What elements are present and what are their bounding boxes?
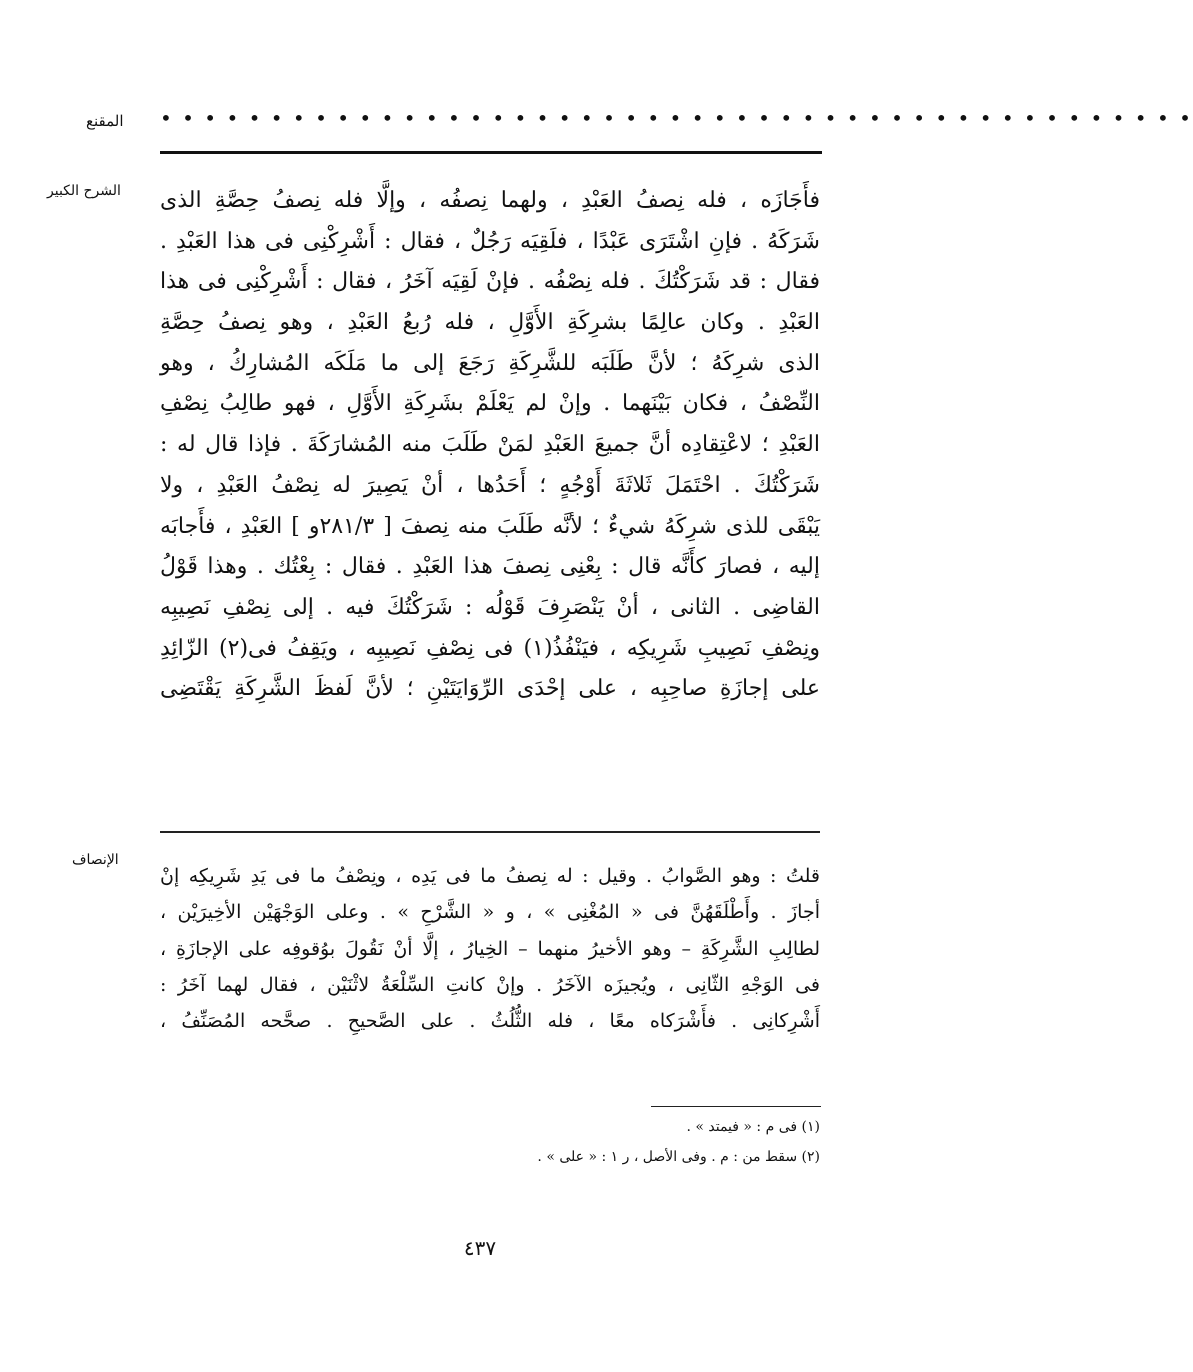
section-label-insaf: الإنصاف: [72, 852, 119, 868]
book-title: المقنع: [86, 112, 124, 130]
insaf-text-line: أَشْرِكانِى . فأَشْرَكاه معًا ، فله الثُّلُثُ . على الصَّحيحِ . صحَّحه المُصَنِّفُ ،: [160, 1010, 820, 1033]
main-text-line: القاضِى . الثانى ، أنْ يَنْصَرِفَ قَوْلُه : شَرَكْتُكَ فيه . إلى نِصْفِ نَصِيبِه: [160, 594, 820, 620]
main-text-line: العَبْدِ ؛ لاعْتِقادِه أنَّ جميعَ العَبْدِ لمَنْ طَلَبَ منه المُشارَكَةَ . فإذا قال له :: [160, 432, 820, 458]
main-text-line: على إجازَةِ صاحِبِه ، على إحْدَى الرِّوَايَتَيْنِ ؛ لأنَّ لَفظَ الشَّرِكَةِ يَقْتَضِى: [160, 676, 820, 702]
insaf-text-line: لطالِبِ الشَّرِكَةِ – وهو الأخيرُ منهما – الخِيارُ ، إلَّا أنْ نَقُولَ بوُقوفِه على الإجازَةِ ،: [160, 937, 820, 960]
footnote-1: (١) فى م : « فيمتد » .: [686, 1119, 820, 1135]
insaf-text-line: قلتُ : وهو الصَّوابُ . وقيل : له نِصفُ ما فى يَدِه ، ونِصْفُ ما فى يَدِ شَرِيكِه إنْ: [160, 865, 820, 887]
section-divider: [160, 831, 820, 833]
main-text-block: [160, 181, 820, 710]
section-label-main: الشرح الكبير: [47, 183, 121, 199]
main-text-line: شَرَكَهُ . فإنِ اشْتَرَى عَبْدًا ، فلَقِيَه رَجُلٌ ، فقال : أَشْرِكْنِى فى هذا العَبْدِ .: [160, 228, 820, 254]
page-number: ٤٣٧: [463, 1236, 497, 1260]
main-text-line: النِّصْفُ ، فكان بَيْنَهما . وإنْ لم يَعْلَمْ بشَرِكَةِ الأَوَّلِ ، فهو طالِبُ نِصْفِ: [160, 391, 820, 417]
header-dotted-line: • • • • • • • • • • • • • • • • • • • • • • • • • • • • • • • • • • • • • • • • • • • • • • •: [160, 106, 1193, 130]
insaf-text-block: [160, 858, 820, 1039]
footnotes: [400, 1112, 820, 1172]
main-text-line: العَبْدِ . وكان عالِمًا بشرِكَةِ الأَوَّلِ ، فله رُبعُ العَبْدِ ، وهو نِصفُ حِصَّةِ: [160, 310, 820, 336]
main-text-line: فقال : قد شَرَكْتُكَ . فله نِصْفُه . فإنْ لَقِيَه آخَرُ ، فقال : أَشْرِكْنِى فى هذا: [160, 269, 820, 295]
footnote-rule: [651, 1106, 821, 1107]
main-text-line: إليه ، فصارَ كأَنَّه قال : بِعْنِى نِصفَ هذا العَبْدِ . فقال : بِعْتُك . وهذا قَوْلُ: [160, 554, 820, 580]
footnote-2: (٢) سقط من : م . وفى الأصل ، ر ١ : « على » .: [537, 1149, 820, 1165]
main-text-line: ونِصْفِ نَصِيبِ شَرِيكِه ، فيَنْفُذُ(١) فى نِصْفِ نَصِيبِه ، ويَقِفُ فى(٢) الزّائِدِ: [160, 635, 820, 661]
insaf-text-line: أجازَ . وأَطْلَقَهُنَّ فى « المُغْنِى » ، و « الشَّرْحِ » . وعلى الوَجْهَيْن الأخِيرَيْن ،: [160, 901, 820, 924]
main-text-line: يَبْقَى للذى شرِكَهُ شيءٌ ؛ لأنَّه طَلَبَ منه نِصفَ [ ٢٨١/٣و ] العَبْدِ ، فأَجابَه: [160, 513, 821, 539]
main-text-line: الذى شرِكَهُ ؛ لأنَّ طَلَبَه للشَّرِكَةِ رَجَعَ إلى ما مَلَكَه المُشارِكُ ، وهو: [160, 350, 820, 376]
main-text-line: شَرَكْتُكَ . احْتَمَلَ ثَلاثَةَ أَوْجُهٍ ؛ أَحَدُها ، أنْ يَصِيرَ له نِصْفُ العَبْدِ ، ولا: [160, 472, 820, 498]
insaf-text-line: فى الوَجْهِ الثّانِى ، ويُجيزَه الآخَرُ . وإنْ كانتِ السِّلْعَةُ لاثْنَيْن ، فقال لهما آخَرُ :: [160, 973, 820, 996]
main-text-line: فأَجَازَه ، فله نِصفُ العَبْدِ ، ولهما نِصفُه ، وإلَّا فله نِصفُ حِصَّةِ الذى: [160, 188, 820, 213]
header-rule: [160, 151, 822, 154]
